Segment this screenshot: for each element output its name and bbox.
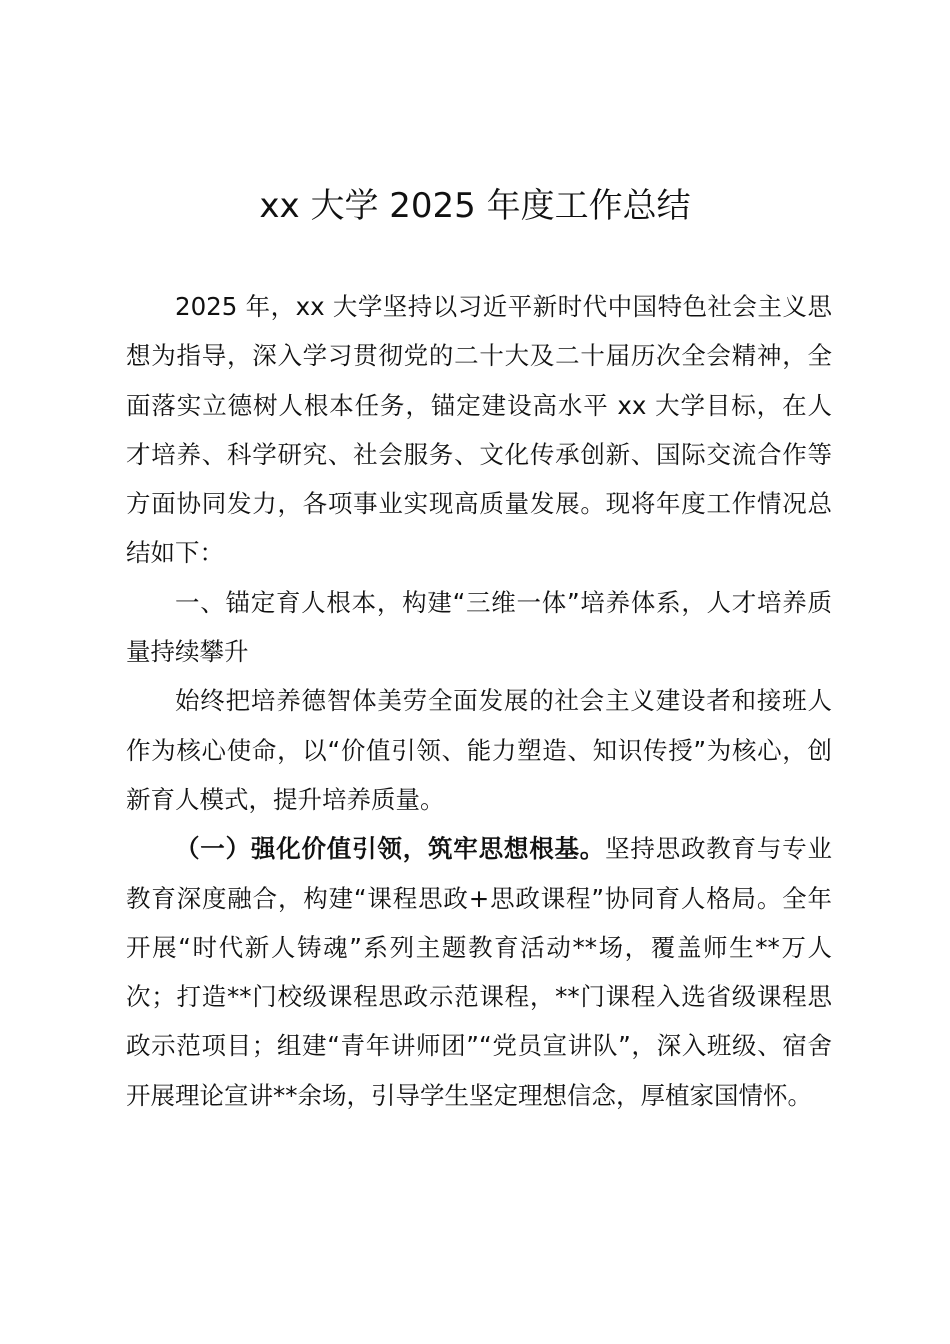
subsection-1-lead: （一）强化价值引领，筑牢思想根基。: [175, 834, 606, 864]
intro-paragraph: 2025 年，xx 大学坚持以习近平新时代中国特色社会主义思想为指导，深入学习贯彻党的二十大及二十届历次全会精神，全面落实立德树人根本任务，锚定建设高水平 xx 大学目标，在人才培养、科学研究、社会服务、文化传承创新、国际交流合作等方面协同发力，各项事业实现高质量发展。现将年度工作情况总结如下：: [126, 292, 832, 568]
document-title: xx 大学 2025 年度工作总结: [259, 186, 691, 226]
section-1-intro-paragraph: 始终把培养德智体美劳全面发展的社会主义建设者和接班人作为核心使命，以“价值引领、能力塑造、知识传授”为核心，创新育人模式，提升培养质量。: [126, 686, 832, 814]
document-body: [126, 282, 832, 1120]
subsection-1-text: 坚持思政教育与专业教育深度融合，构建“课程思政+思政课程”协同育人格局。全年开展“时代新人铸魂”系列主题教育活动**场，覆盖师生**万人次；打造**门校级课程思政示范课程，**门课程入选省级课程思政示范项目；组建“青年讲师团”“党员宣讲队”，深入班级、宿舍开展理论宣讲**余场，引导学生坚定理想信念，厚植家国情怀。: [126, 834, 833, 1110]
subsection-1-paragraph: [126, 824, 832, 1120]
section-heading-1: 一、锚定育人根本，构建“三维一体”培养体系，人才培养质量持续攀升: [126, 587, 832, 667]
